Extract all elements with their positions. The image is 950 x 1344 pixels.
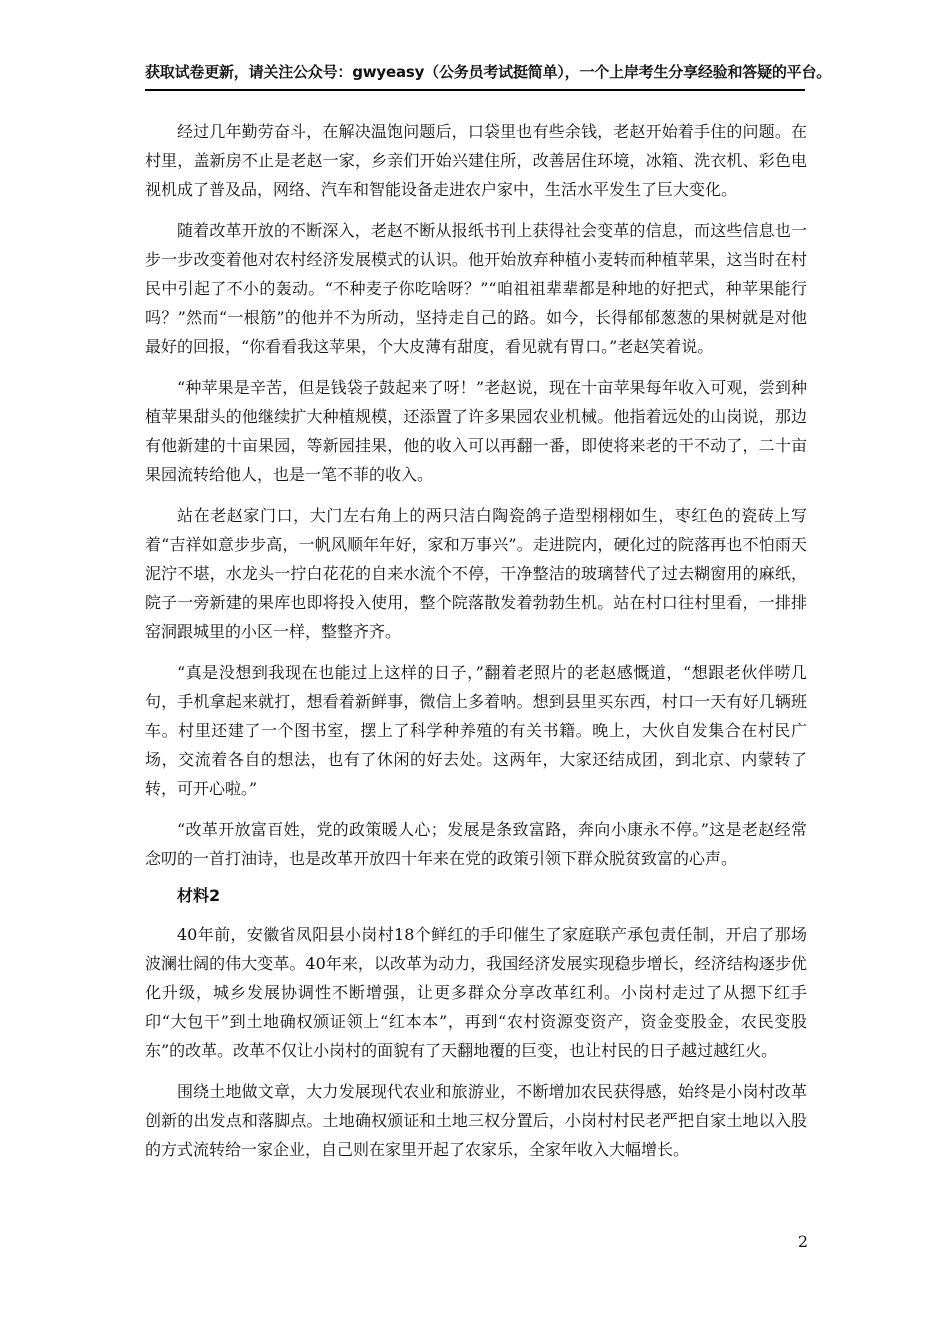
- paragraph: “真是没想到我现在也能过上这样的日子，”翻着老照片的老赵感慨道，“想跟老伙伴唠几句，手机拿起来就打，想看着新鲜事，微信上多着呐。想到县里买东西，村口一天有好几辆班车。村里还建了一个图书室，摆上了科学种养殖的有关书籍。晚上，大伙自发集合在村民广场，交流着各自的想法，也有了休闲的好去处。这两年，大家还结成团，到北京、内蒙转了转，可开心啦。”: [145, 663, 807, 798]
- paragraph: 经过几年勤劳奋斗，在解决温饱问题后，口袋里也有些余钱，老赵开始着手住的问题。在村里，盖新房不止是老赵一家，乡亲们开始兴建住所，改善居住环境，冰箱、洗衣机、彩色电视机成了普及品，网络、汽车和智能设备走进农户家中，生活水平发生了巨大变化。: [145, 122, 807, 199]
- page-number: 2: [797, 1232, 808, 1251]
- header-notice: 获取试卷更新，请关注公众号：gwyeasy（公务员考试挺简单），一个上岸考生分享经验和答疑的平台。: [145, 63, 832, 81]
- paragraph: “改革开放富百姓，党的政策暖人心；发展是条致富路，奔向小康永不停。”这是老赵经常念叨的一首打油诗，也是改革开放四十年来在党的政策引领下群众脱贫致富的心声。: [145, 820, 807, 868]
- paragraph: 围绕土地做文章，大力发展现代农业和旅游业，不断增加农民获得感，始终是小岗村改革创新的出发点和落脚点。土地确权颁证和土地三权分置后，小岗村村民老严把自家土地以入股的方式流转给一家企业，自己则在家里开起了农家乐，全家年收入大幅增长。: [145, 1082, 807, 1159]
- header-divider: [145, 89, 805, 91]
- paragraph: 40年前，安徽省凤阳县小岗村18个鲜红的手印催生了家庭联产承包责任制，开启了那场波澜壮阔的伟大变革。40年来，以改革为动力，我国经济发展实现稳步增长，经济结构逐步优化升级，城乡发展协调性不断增强，让更多群众分享改革红利。小岗村走过了从摁下红手印“大包干”到土地确权颁证领上“红本本”，再到“农村资源变资产，资金变股金，农民变股东”的改革。改革不仅让小岗村的面貌有了天翻地覆的巨变，也让村民的日子越过越红火。: [145, 925, 807, 1060]
- paragraph: 随着改革开放的不断深入，老赵不断从报纸书刊上获得社会变革的信息，而这些信息也一步一步改变着他对农村经济发展模式的认识。他开始放弃种植小麦转而种植苹果，这当时在村民中引起了不小的轰动。“不种麦子你吃啥呀？”“咱祖祖辈辈都是种地的好把式，种苹果能行吗？”然而“一根筋”的他并不为所动，坚持走自己的路。如今，长得郁郁葱葱的果树就是对他最好的回报，“你看看我这苹果，个大皮薄有甜度，看见就有胃口。”老赵笑着说。: [145, 221, 807, 356]
- body-text: [145, 117, 807, 1176]
- section-heading: 材料2: [177, 886, 221, 905]
- paragraph: 站在老赵家门口，大门左右角上的两只洁白陶瓷鸽子造型栩栩如生，枣红色的瓷砖上写着“吉祥如意步步高，一帆风顺年年好，家和万事兴”。走进院内，硬化过的院落再也不怕雨天泥泞不堪，水龙头一拧白花花的自来水流个不停，干净整洁的玻璃替代了过去糊窗用的麻纸，院子一旁新建的果库也即将投入使用，整个院落散发着勃勃生机。站在村口往村里看，一排排窑洞跟城里的小区一样，整整齐齐。: [145, 506, 807, 641]
- paragraph: “种苹果是辛苦，但是钱袋子鼓起来了呀！”老赵说，现在十亩苹果每年收入可观，尝到种植苹果甜头的他继续扩大种植规模，还添置了许多果园农业机械。他指着远处的山岗说，那边有他新建的十亩果园，等新园挂果，他的收入可以再翻一番，即使将来老的干不动了，二十亩果园流转给他人，也是一笔不菲的收入。: [145, 378, 807, 484]
